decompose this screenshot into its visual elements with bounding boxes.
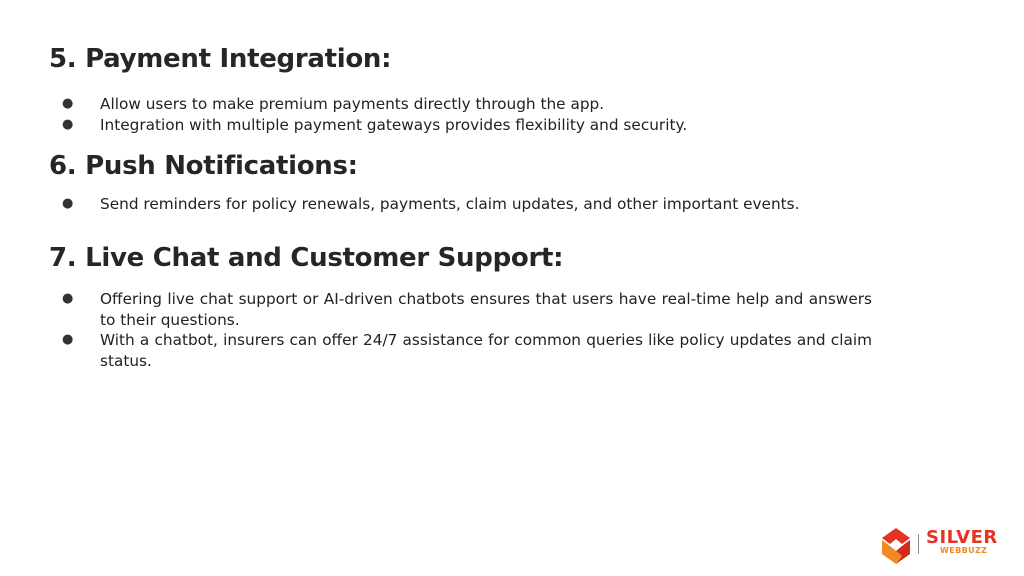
logo-divider — [918, 534, 919, 554]
section-heading-push-notifications: 6. Push Notifications: — [49, 151, 358, 181]
logo-wordmark: SILVER — [926, 527, 998, 548]
push-notifications-list — [62, 194, 872, 215]
live-chat-support-list — [62, 289, 872, 371]
section-heading-live-chat-support: 7. Live Chat and Customer Support: — [49, 243, 564, 273]
silver-webbuzz-logo — [880, 526, 1010, 566]
list-item-text: Send reminders for policy renewals, payments, claim updates, and other important events. — [100, 195, 800, 213]
list-item — [62, 289, 872, 330]
list-item-text: Integration with multiple payment gateways provides flexibility and security. — [100, 115, 688, 134]
bullet-icon: ● — [62, 196, 74, 211]
list-item-text: Offering live chat support or AI-driven chatbots ensures that users have real-time help and answers to their questions. — [100, 290, 872, 329]
payment-integration-list — [62, 94, 872, 135]
bullet-icon: ● — [62, 96, 74, 111]
list-item — [62, 194, 872, 215]
section-heading-payment-integration: 5. Payment Integration: — [49, 44, 392, 74]
bullet-icon: ● — [62, 332, 74, 347]
logo-subtext: WEBBUZZ — [940, 546, 988, 555]
list-item-text: Allow users to make premium payments directly through the app. — [100, 95, 605, 113]
list-item-text: With a chatbot, insurers can offer 24/7 assistance for common queries like policy updates and claim status. — [100, 331, 872, 370]
bullet-icon: ● — [62, 116, 74, 132]
list-item — [62, 115, 872, 136]
silver-webbuzz-logo-icon — [880, 526, 912, 566]
list-item — [62, 330, 872, 371]
bullet-icon: ● — [62, 291, 74, 306]
list-item — [62, 94, 872, 115]
